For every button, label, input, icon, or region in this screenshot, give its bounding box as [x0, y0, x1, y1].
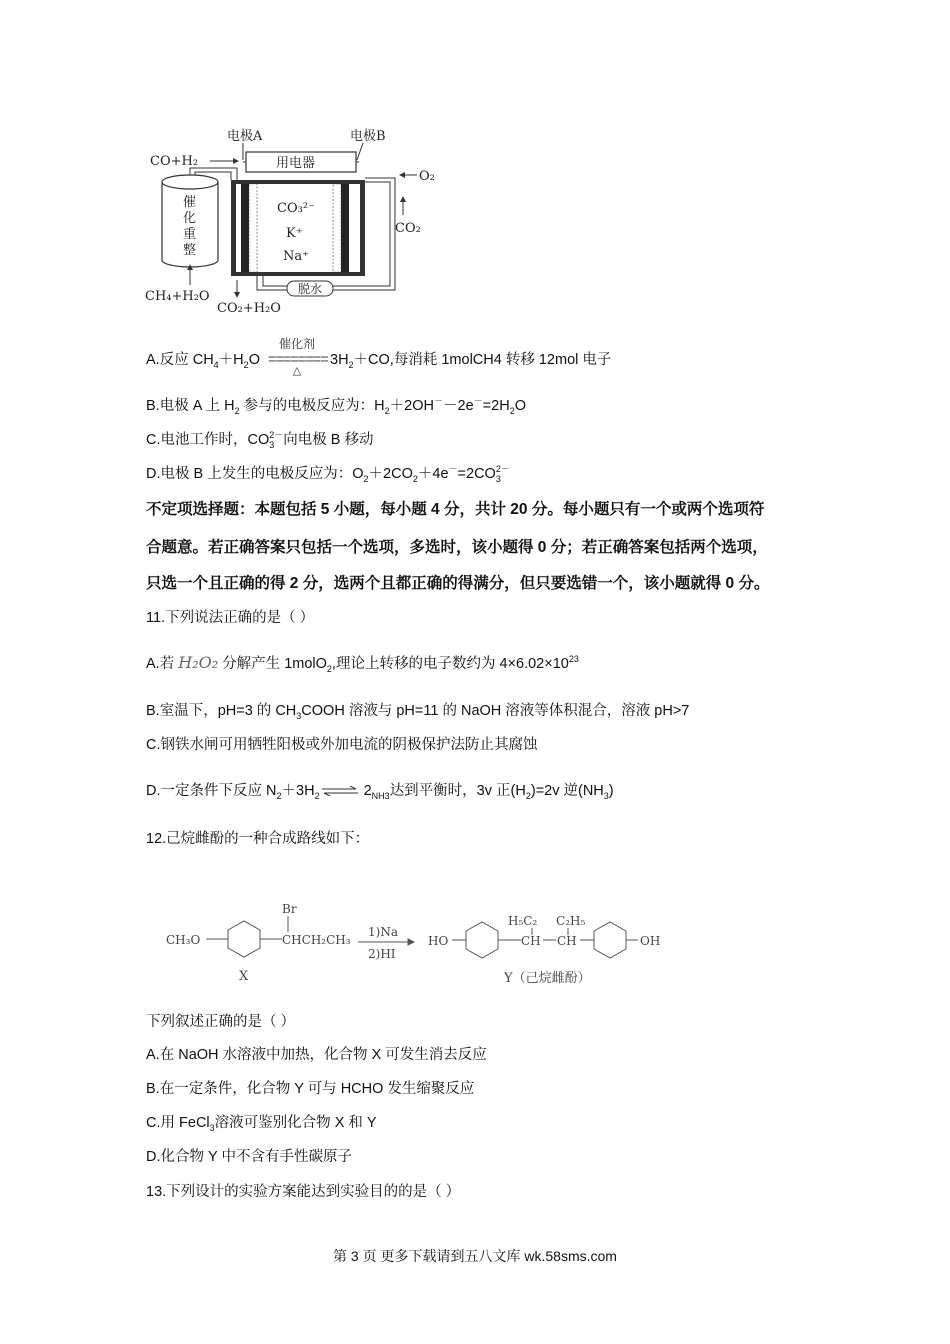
reformer-char-1: 催	[183, 195, 197, 210]
scheme-c2h5: C₂H₅	[556, 914, 586, 928]
reformer-char-3: 重	[183, 227, 197, 242]
dehydration-label: 脱水	[298, 282, 323, 296]
scheme-y-label: Y（己烷雌酚）	[504, 971, 591, 986]
q11-option-d: D.一定条件下反应 $N_2+3H_2$ $2_{NH3}$达到平衡时，3v 正$(H_2)=2v$ 逆$(NH_3)$	[146, 783, 614, 801]
ion-sodium: Na⁺	[283, 249, 309, 264]
ion-potassium: K⁺	[286, 226, 303, 241]
section-instructions-1: 不定项选择题：本题包括 5 小题，每小题 4 分，共计 20 分。每小题只有一个或两个选项符	[146, 501, 765, 518]
scheme-chch2ch3: CHCH₂CH₃	[282, 933, 351, 947]
output-label: CO₂+H₂O	[217, 301, 281, 316]
o2-label: O₂	[419, 169, 435, 184]
reformer-char-2: 化	[183, 211, 197, 226]
q12-option-c: C.用 FeCl$_3$溶液可鉴别化合物 X 和 Y	[146, 1115, 377, 1133]
synthesis-scheme	[146, 900, 706, 995]
q12-option-b: B.在一定条件，化合物 Y 可与 HCHO 发生缩聚反应	[146, 1081, 475, 1097]
scheme-ho: HO	[428, 934, 449, 948]
q11-option-b: B.室温下，pH=3 的 $CH_3COOH$ 溶液与 pH=11 的 NaOH 溶液等体积混合，溶液 pH>7	[146, 703, 690, 721]
scheme-x-label: X	[239, 969, 249, 984]
co2-label: CO₂	[395, 221, 421, 236]
scheme-step-2: 2)HI	[368, 947, 396, 961]
electrode-b-label: 电极B	[350, 129, 386, 144]
catalyst-condition: 催化剂 ======== △	[268, 337, 328, 377]
q10-option-d: D.电极 B 上发生的电极反应为：$O_2+2CO_2+4e^-=2CO_3^{2-}$	[146, 464, 510, 484]
input-gas-label: CO+H₂	[150, 154, 199, 169]
fuel-cell-diagram	[145, 120, 445, 320]
q12-stem: 12.己烷雌酚的一种合成路线如下：	[146, 831, 370, 847]
q10-option-b: B.电极 A 上 $H_2$ 参与的电极反应为：$H_2+2OH^--2e^-=2H_2O$	[146, 396, 526, 416]
q13-stem: 13.下列设计的实验方案能达到实验目的的是（ ）	[146, 1184, 461, 1200]
reformer-char-4: 整	[183, 243, 197, 258]
scheme-br: Br	[282, 902, 297, 916]
scheme-oh: OH	[640, 934, 661, 948]
q12-option-a: A.在 NaOH 水溶液中加热，化合物 X 可发生消去反应	[146, 1047, 487, 1063]
equilibrium-arrow-icon	[322, 786, 358, 796]
section-instructions-3: 只选一个且正确的得 2 分，选两个且都正确的得满分，但只要选错一个，该小题就得 0 分。	[146, 575, 770, 592]
q11-stem: 11.下列说法正确的是（ ）	[146, 610, 315, 626]
scheme-ch-1: CH	[521, 934, 541, 948]
scheme-h5c2: H₅C₂	[508, 914, 538, 928]
q10-option-a: A.反应 $CH_4+H_2O$ 催化剂 ======== △ $3H_2+CO$,每消耗 1molCH4 转移 12mol 电子	[146, 337, 612, 377]
appliance-label: 用电器	[276, 156, 316, 171]
q11-option-c: C.钢铁水闸可用牺牲阳极或外加电流的阴极保护法防止其腐蚀	[146, 737, 538, 753]
section-instructions-2: 合题意。若正确答案只包括一个选项，多选时，该小题得 0 分；若正确答案包括两个选项，	[146, 539, 768, 556]
q12-option-d: D.化合物 Y 中不含有手性碳原子	[146, 1149, 352, 1165]
scheme-ch-2: CH	[557, 934, 577, 948]
q10-option-c: C.电池工作时，$CO_3^{2-}$向电极 B 移动	[146, 430, 374, 450]
electrode-a-label: 电极A	[227, 129, 263, 144]
scheme-ch3o: CH₃O	[166, 933, 201, 947]
q12-sub-stem: 下列叙述正确的是（ ）	[146, 1014, 296, 1030]
ion-carbonate: CO₃²⁻	[277, 201, 315, 216]
reformer-input-label: CH₄+H₂O	[145, 289, 210, 304]
scheme-step-1: 1)Na	[368, 925, 398, 939]
q11-option-a: A.若 H₂O₂ 分解产生 1molO$_2$,理论上转移的电子数约为 $4\times 6.02\times 10^{23}$	[146, 653, 579, 674]
page-footer: 第 3 页 更多下载请到五八文库 wk.58sms.com	[333, 1248, 617, 1264]
